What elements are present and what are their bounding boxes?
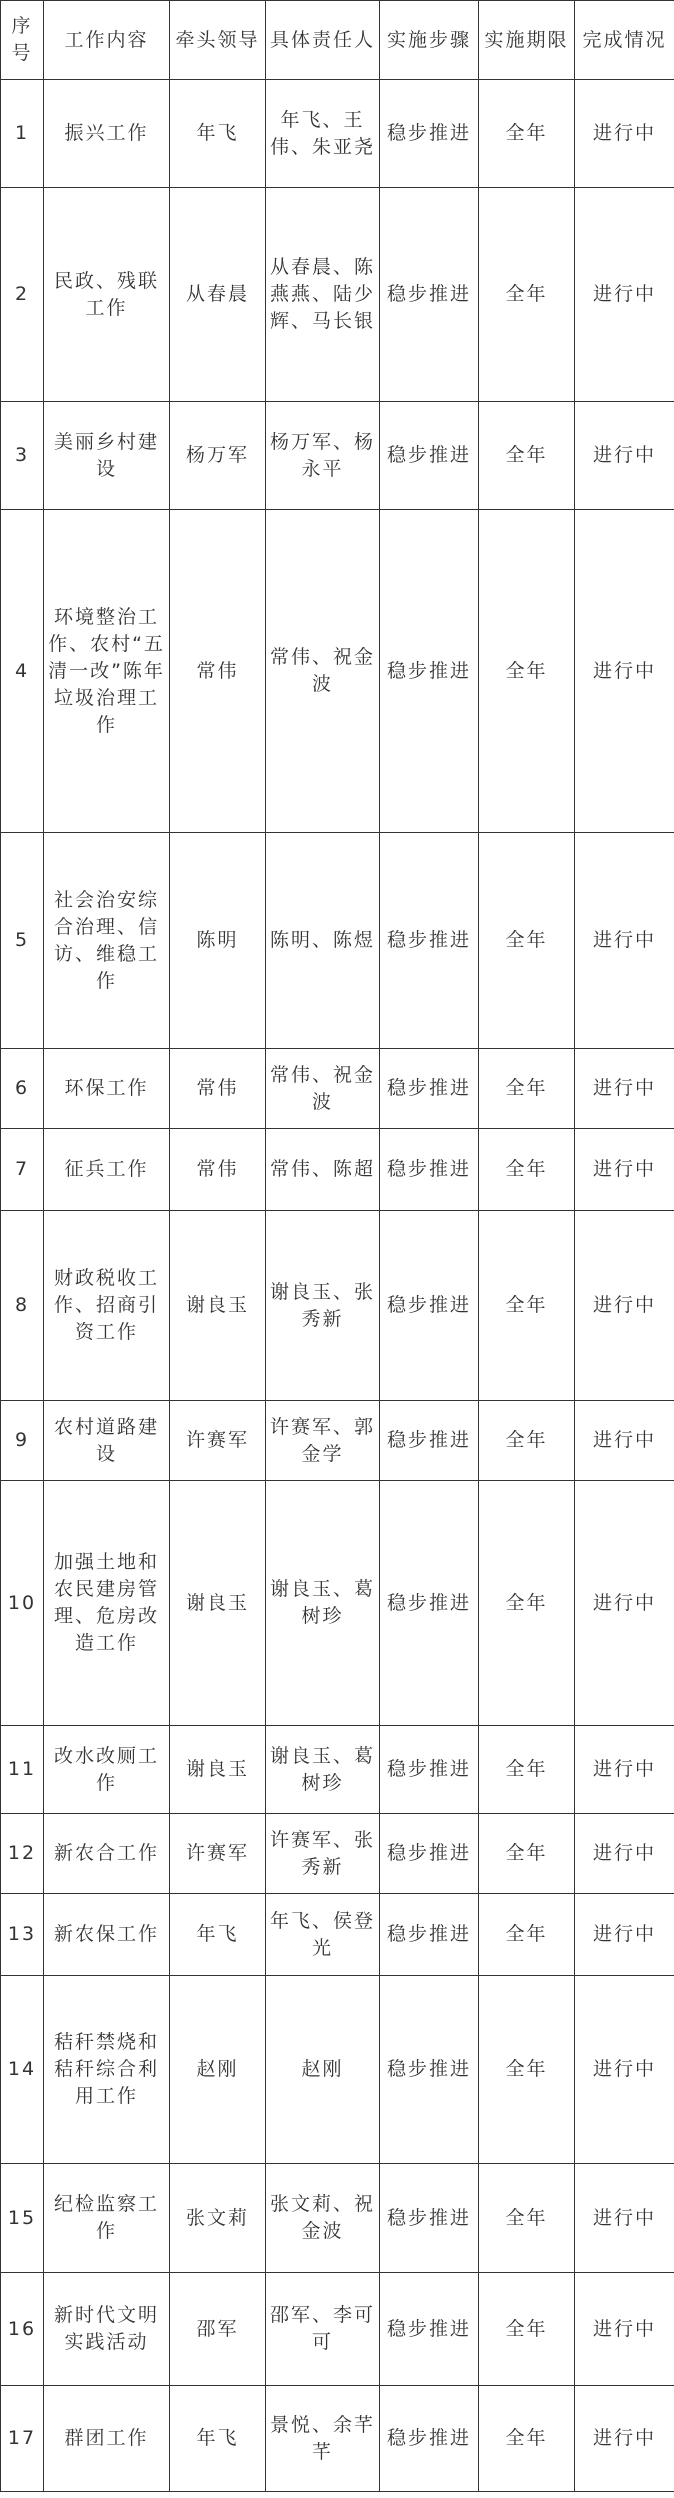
table-row	[1, 1481, 674, 1726]
work-content: 美丽乡村建设	[44, 402, 170, 510]
completion-status: 进行中	[575, 1894, 674, 1976]
completion-status: 进行中	[575, 1814, 674, 1894]
responsible-persons: 邵军、李可可	[266, 2273, 380, 2386]
implementation-steps: 稳步推进	[380, 1976, 479, 2164]
lead-leader: 张文莉	[170, 2164, 266, 2273]
row-number: 16	[1, 2273, 44, 2386]
responsible-persons: 许赛军、郭金学	[266, 1401, 380, 1481]
table-row	[1, 1129, 674, 1211]
table-row	[1, 833, 674, 1049]
responsible-persons: 赵刚	[266, 1976, 380, 2164]
header-status: 完成情况	[575, 1, 674, 80]
table-row	[1, 2273, 674, 2386]
table-row	[1, 510, 674, 833]
responsible-persons: 张文莉、祝金波	[266, 2164, 380, 2273]
implementation-steps: 稳步推进	[380, 2386, 479, 2492]
table-row	[1, 1814, 674, 1894]
lead-leader: 常伟	[170, 1049, 266, 1129]
implementation-period: 全年	[479, 1894, 575, 1976]
responsible-persons: 从春晨、陈燕燕、陆少辉、马长银	[266, 188, 380, 402]
header-content: 工作内容	[44, 1, 170, 80]
row-number: 14	[1, 1976, 44, 2164]
header-lead: 牵头领导	[170, 1, 266, 80]
completion-status: 进行中	[575, 402, 674, 510]
row-number: 2	[1, 188, 44, 402]
table-row	[1, 1976, 674, 2164]
completion-status: 进行中	[575, 1726, 674, 1814]
row-number: 4	[1, 510, 44, 833]
work-content: 社会治安综合治理、信访、维稳工作	[44, 833, 170, 1049]
row-number: 1	[1, 80, 44, 188]
completion-status: 进行中	[575, 2273, 674, 2386]
responsible-persons: 年飞、王伟、朱亚尧	[266, 80, 380, 188]
table-row	[1, 1401, 674, 1481]
lead-leader: 杨万军	[170, 402, 266, 510]
header-steps: 实施步骤	[380, 1, 479, 80]
implementation-steps: 稳步推进	[380, 1129, 479, 1211]
responsible-persons: 谢良玉、张秀新	[266, 1211, 380, 1401]
lead-leader: 许赛军	[170, 1401, 266, 1481]
implementation-steps: 稳步推进	[380, 510, 479, 833]
implementation-steps: 稳步推进	[380, 188, 479, 402]
lead-leader: 赵刚	[170, 1976, 266, 2164]
implementation-period: 全年	[479, 1211, 575, 1401]
work-content: 民政、残联工作	[44, 188, 170, 402]
lead-leader: 陈明	[170, 833, 266, 1049]
table-header-row	[1, 1, 674, 80]
row-number: 12	[1, 1814, 44, 1894]
implementation-period: 全年	[479, 402, 575, 510]
completion-status: 进行中	[575, 1049, 674, 1129]
implementation-steps: 稳步推进	[380, 1401, 479, 1481]
work-content: 新农合工作	[44, 1814, 170, 1894]
implementation-period: 全年	[479, 1049, 575, 1129]
responsible-persons: 谢良玉、葛树珍	[266, 1481, 380, 1726]
responsible-persons: 许赛军、张秀新	[266, 1814, 380, 1894]
implementation-period: 全年	[479, 2273, 575, 2386]
work-content: 纪检监察工作	[44, 2164, 170, 2273]
implementation-steps: 稳步推进	[380, 2164, 479, 2273]
implementation-period: 全年	[479, 1814, 575, 1894]
lead-leader: 从春晨	[170, 188, 266, 402]
implementation-steps: 稳步推进	[380, 80, 479, 188]
implementation-period: 全年	[479, 1726, 575, 1814]
completion-status: 进行中	[575, 80, 674, 188]
header-responsible: 具体责任人	[266, 1, 380, 80]
implementation-period: 全年	[479, 1481, 575, 1726]
table-body	[1, 80, 674, 2492]
row-number: 9	[1, 1401, 44, 1481]
row-number: 7	[1, 1129, 44, 1211]
completion-status: 进行中	[575, 510, 674, 833]
table-row	[1, 2164, 674, 2273]
row-number: 13	[1, 1894, 44, 1976]
work-content: 新农保工作	[44, 1894, 170, 1976]
implementation-period: 全年	[479, 1401, 575, 1481]
work-content: 环境整治工作、农村“五清一改”陈年垃圾治理工作	[44, 510, 170, 833]
table-row	[1, 1726, 674, 1814]
implementation-period: 全年	[479, 1976, 575, 2164]
work-content: 改水改厕工作	[44, 1726, 170, 1814]
completion-status: 进行中	[575, 188, 674, 402]
work-content: 振兴工作	[44, 80, 170, 188]
table-row	[1, 80, 674, 188]
completion-status: 进行中	[575, 1976, 674, 2164]
completion-status: 进行中	[575, 1481, 674, 1726]
lead-leader: 谢良玉	[170, 1211, 266, 1401]
implementation-period: 全年	[479, 80, 575, 188]
lead-leader: 邵军	[170, 2273, 266, 2386]
completion-status: 进行中	[575, 1211, 674, 1401]
row-number: 17	[1, 2386, 44, 2492]
completion-status: 进行中	[575, 833, 674, 1049]
table-row	[1, 1211, 674, 1401]
table-row	[1, 1894, 674, 1976]
work-content: 加强土地和农民建房管理、危房改造工作	[44, 1481, 170, 1726]
implementation-steps: 稳步推进	[380, 1894, 479, 1976]
header-period: 实施期限	[479, 1, 575, 80]
row-number: 6	[1, 1049, 44, 1129]
responsible-persons: 常伟、祝金波	[266, 510, 380, 833]
lead-leader: 常伟	[170, 510, 266, 833]
table-row	[1, 402, 674, 510]
row-number: 8	[1, 1211, 44, 1401]
responsible-persons: 杨万军、杨永平	[266, 402, 380, 510]
implementation-period: 全年	[479, 2164, 575, 2273]
implementation-steps: 稳步推进	[380, 1049, 479, 1129]
implementation-period: 全年	[479, 833, 575, 1049]
work-content: 征兵工作	[44, 1129, 170, 1211]
implementation-steps: 稳步推进	[380, 833, 479, 1049]
responsible-persons: 陈明、陈煜	[266, 833, 380, 1049]
lead-leader: 谢良玉	[170, 1481, 266, 1726]
lead-leader: 年飞	[170, 2386, 266, 2492]
work-content: 新时代文明实践活动	[44, 2273, 170, 2386]
implementation-period: 全年	[479, 188, 575, 402]
implementation-steps: 稳步推进	[380, 2273, 479, 2386]
responsible-persons: 常伟、祝金波	[266, 1049, 380, 1129]
table-row	[1, 188, 674, 402]
implementation-period: 全年	[479, 510, 575, 833]
implementation-steps: 稳步推进	[380, 1814, 479, 1894]
table-row	[1, 2386, 674, 2492]
lead-leader: 许赛军	[170, 1814, 266, 1894]
implementation-steps: 稳步推进	[380, 402, 479, 510]
row-number: 10	[1, 1481, 44, 1726]
responsible-persons: 景悦、余芊芊	[266, 2386, 380, 2492]
implementation-period: 全年	[479, 2386, 575, 2492]
implementation-steps: 稳步推进	[380, 1211, 479, 1401]
completion-status: 进行中	[575, 1401, 674, 1481]
completion-status: 进行中	[575, 2164, 674, 2273]
row-number: 11	[1, 1726, 44, 1814]
header-no: 序号	[1, 1, 44, 80]
responsible-persons: 年飞、侯登光	[266, 1894, 380, 1976]
lead-leader: 常伟	[170, 1129, 266, 1211]
work-content: 秸秆禁烧和秸秆综合利用工作	[44, 1976, 170, 2164]
completion-status: 进行中	[575, 1129, 674, 1211]
responsible-persons: 常伟、陈超	[266, 1129, 380, 1211]
lead-leader: 谢良玉	[170, 1726, 266, 1814]
lead-leader: 年飞	[170, 1894, 266, 1976]
row-number: 3	[1, 402, 44, 510]
work-content: 环保工作	[44, 1049, 170, 1129]
implementation-steps: 稳步推进	[380, 1481, 479, 1726]
implementation-period: 全年	[479, 1129, 575, 1211]
responsible-persons: 谢良玉、葛树珍	[266, 1726, 380, 1814]
implementation-steps: 稳步推进	[380, 1726, 479, 1814]
work-content: 财政税收工作、招商引资工作	[44, 1211, 170, 1401]
work-content: 农村道路建设	[44, 1401, 170, 1481]
work-content: 群团工作	[44, 2386, 170, 2492]
row-number: 15	[1, 2164, 44, 2273]
row-number: 5	[1, 833, 44, 1049]
table-row	[1, 1049, 674, 1129]
lead-leader: 年飞	[170, 80, 266, 188]
completion-status: 进行中	[575, 2386, 674, 2492]
